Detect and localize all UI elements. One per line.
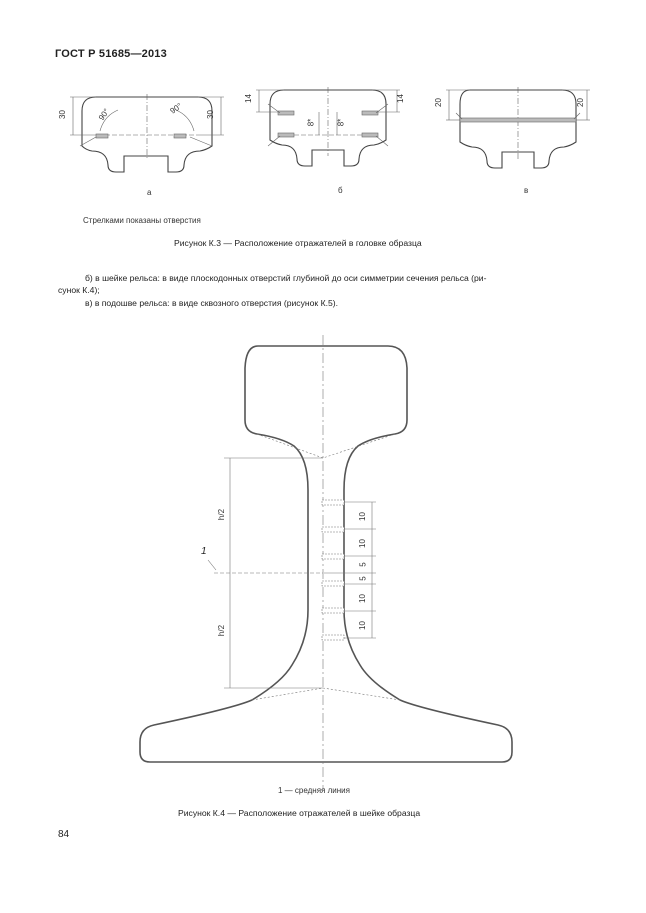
dim-half-height-upper: h/2	[217, 508, 227, 521]
arrows-note: Стрелками показаны отверстия	[83, 216, 201, 225]
figure-k4-caption: Рисунок К.4 — Расположение отражателей в шейке образца	[178, 808, 421, 818]
sublabel-c: в	[524, 186, 529, 195]
dim-half-height-lower: h/2	[217, 624, 227, 637]
figure-k4-legend: 1 — средняя линия	[278, 786, 350, 795]
dim-b-left-14: 14	[243, 94, 253, 103]
dim-a-angle-left: 90°	[96, 106, 112, 123]
dim-b-right-14: 14	[395, 94, 405, 103]
paragraph-b-line1: б) в шейке рельса: в виде плоскодонных отверстий глубиной до оси симметрии сечения рельса (ри-	[85, 273, 487, 283]
spacing-4: 5	[358, 576, 368, 581]
dim-a-angle-right: 90°	[168, 101, 184, 116]
page-number: 84	[58, 829, 70, 840]
sublabel-a: а	[147, 188, 152, 197]
dim-b-depth-left: 8*	[306, 118, 316, 127]
figure-k3-caption: Рисунок К.3 — Расположение отражателей в головке образца	[174, 238, 422, 248]
spacing-6: 10	[357, 621, 367, 630]
paragraph-c: в) в подошве рельса: в виде сквозного отверстия (рисунок К.5).	[85, 298, 338, 308]
dim-c-right-20: 20	[575, 98, 585, 107]
dim-c-left-20: 20	[433, 98, 443, 107]
dim-a-left-30: 30	[57, 110, 67, 119]
dim-b-depth-right: 8*	[336, 118, 346, 127]
paragraph-b-line2: сунок К.4);	[58, 285, 100, 295]
spacing-1: 10	[357, 512, 367, 521]
spacing-5: 10	[357, 594, 367, 603]
midline-marker: 1	[201, 546, 207, 557]
standard-header: ГОСТ Р 51685—2013	[55, 48, 167, 60]
spacing-2: 10	[357, 539, 367, 548]
spacing-3: 5	[358, 562, 368, 567]
sublabel-b: б	[338, 186, 343, 195]
dim-a-right-30: 30	[205, 110, 215, 119]
